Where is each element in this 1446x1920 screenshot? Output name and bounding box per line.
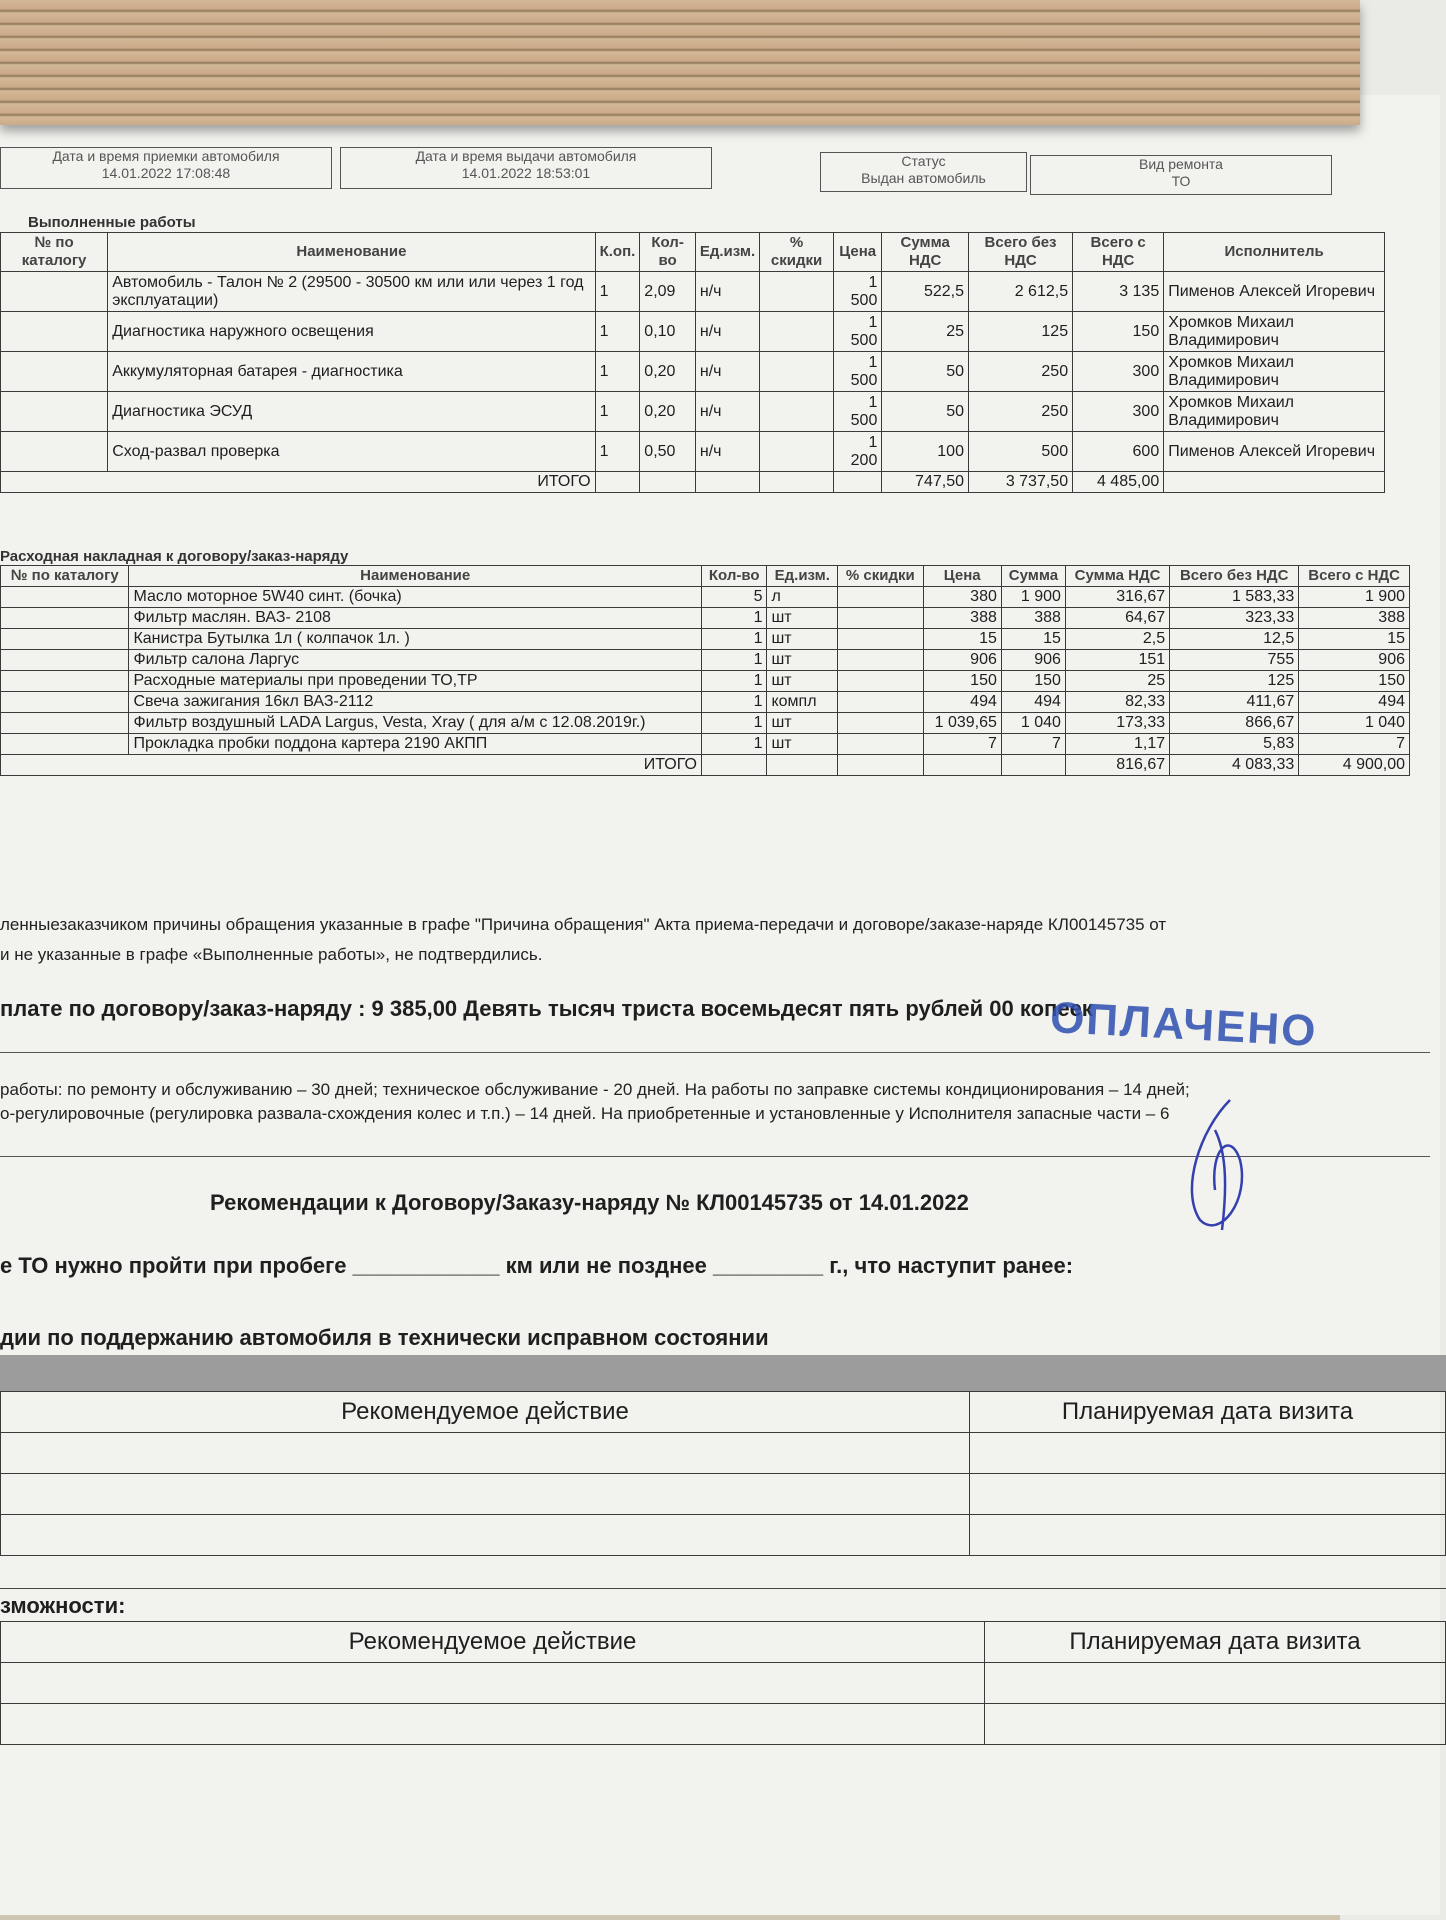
table-cell: 50	[882, 352, 969, 392]
table-cell: Хромков Михаил Владимирович	[1164, 392, 1385, 432]
table-cell	[1, 650, 129, 671]
table-cell	[838, 692, 924, 713]
total-label: ИТОГО	[1, 755, 702, 776]
table-cell: 906	[1001, 650, 1065, 671]
column-header: Кол-во	[640, 233, 696, 272]
total-net: 3 737,50	[968, 472, 1072, 493]
table-cell	[1, 392, 108, 432]
table-cell	[701, 755, 767, 776]
overlapping-papers	[0, 0, 1360, 125]
table-cell: 1 500	[834, 312, 882, 352]
table-row	[1, 352, 1385, 392]
table-cell: 2 612,5	[968, 272, 1072, 312]
table-cell	[838, 608, 924, 629]
table-cell: 151	[1065, 650, 1169, 671]
table-cell: н/ч	[695, 352, 759, 392]
warranty-line-1: работы: по ремонту и обслуживанию – 30 дней; техническое обслуживание - 20 дней. На работы по заправке системы кондиционирования – 14 дней;	[0, 1080, 1190, 1099]
table-cell: Фильтр салона Ларгус	[129, 650, 702, 671]
column-header: % скидки	[838, 566, 924, 587]
table-cell	[760, 392, 834, 432]
table-cell: 1	[595, 272, 640, 312]
table-cell: 64,67	[1065, 608, 1169, 629]
table-cell: Пименов Алексей Игоревич	[1164, 432, 1385, 472]
table-cell: 82,33	[1065, 692, 1169, 713]
table-cell	[1, 432, 108, 472]
column-header: Кол-во	[701, 566, 767, 587]
table-cell: 2,5	[1065, 629, 1169, 650]
table-cell: 150	[923, 671, 1001, 692]
table-cell	[760, 472, 834, 493]
table-cell: Фильтр воздушный LADA Largus, Vesta, Xray ( для а/м с 12.08.2019г.)	[129, 713, 702, 734]
table-cell	[760, 312, 834, 352]
table-cell: 15	[923, 629, 1001, 650]
status-label: Статус	[901, 153, 946, 169]
warranty-line-2: о-регулировочные (регулировка развала-схождения колес и т.п.) – 14 дней. На приобретенные и установленные у Исполнителя запасные части – 6	[0, 1104, 1170, 1123]
table-row	[1, 272, 1385, 312]
table-cell: Масло моторное 5W40 синт. (бочка)	[129, 587, 702, 608]
column-header: Всего без НДС	[968, 233, 1072, 272]
accept-datetime-box	[0, 147, 332, 189]
column-header: Наименование	[108, 233, 595, 272]
table-cell: 1 900	[1001, 587, 1065, 608]
table-cell: 522,5	[882, 272, 969, 312]
table-cell: 380	[923, 587, 1001, 608]
table-cell	[985, 1663, 1446, 1704]
column-header: % скидки	[760, 233, 834, 272]
table-cell: 250	[968, 352, 1072, 392]
table-cell: 1	[701, 629, 767, 650]
table-cell: 388	[923, 608, 1001, 629]
col-action: Рекомендуемое действие	[1, 1622, 985, 1663]
table-cell: Автомобиль - Талон № 2 (29500 - 30500 км или или через 1 год эксплуатации)	[108, 272, 595, 312]
table-cell: 1 500	[834, 352, 882, 392]
table-row	[1, 671, 1410, 692]
works-table	[0, 232, 1385, 493]
table-cell: 1 040	[1299, 713, 1410, 734]
total-row	[1, 472, 1385, 493]
col-date: Планируемая дата визита	[970, 1392, 1446, 1433]
table-header-bar	[0, 1355, 1446, 1391]
parts-table	[0, 565, 1410, 776]
table-cell: 1 900	[1299, 587, 1410, 608]
column-header: Сумма НДС	[1065, 566, 1169, 587]
table-cell	[1, 1704, 985, 1745]
maintenance-heading: дии по поддержанию автомобиля в технически исправном состоянии	[0, 1325, 769, 1350]
table-cell	[970, 1474, 1446, 1515]
table-cell	[834, 472, 882, 493]
repair-type-label: Вид ремонта	[1139, 156, 1223, 172]
table-cell	[838, 671, 924, 692]
payment-total: плате по договору/заказ-наряду : 9 385,00 Девять тысяч триста восемьдесят пять рублей 00 копеек	[0, 996, 1093, 1021]
table-cell: 1	[595, 392, 640, 432]
table-cell	[838, 629, 924, 650]
table-cell: Хромков Михаил Владимирович	[1164, 352, 1385, 392]
reasons-line-1: ленныезаказчиком причины обращения указанные в графе "Причина обращения" Акта приема-передачи и договоре/заказе-наряде КЛ00145735 от	[0, 915, 1167, 934]
table-cell	[970, 1515, 1446, 1556]
status-box	[820, 152, 1027, 192]
table-cell: 5,83	[1170, 734, 1299, 755]
parts-title: Расходная накладная к договору/заказ-наряду	[0, 548, 349, 565]
table-cell: н/ч	[695, 432, 759, 472]
table-cell: н/ч	[695, 272, 759, 312]
table-cell	[1, 629, 129, 650]
table-cell: шт	[767, 734, 838, 755]
issue-label: Дата и время выдачи автомобиля	[415, 148, 637, 164]
table-cell: 1	[701, 608, 767, 629]
col-action: Рекомендуемое действие	[1, 1392, 970, 1433]
total-row	[1, 755, 1410, 776]
table-cell: Диагностика наружного освещения	[108, 312, 595, 352]
table-cell: 1	[595, 432, 640, 472]
table-cell	[838, 587, 924, 608]
table-cell: шт	[767, 671, 838, 692]
table-cell	[1, 671, 129, 692]
table-cell: 1 200	[834, 432, 882, 472]
table-cell	[1, 272, 108, 312]
possibilities-table	[0, 1621, 1446, 1745]
column-header: Исполнитель	[1164, 233, 1385, 272]
issue-value: 14.01.2022 18:53:01	[461, 165, 591, 181]
works-title: Выполненные работы	[28, 214, 196, 231]
table-cell	[970, 1433, 1446, 1474]
table-cell: 3 135	[1073, 272, 1164, 312]
table-cell	[1001, 755, 1065, 776]
column-header: Всего с НДС	[1073, 233, 1164, 272]
paid-stamp: ОПЛАЧЕНО	[1048, 993, 1319, 1056]
table-cell: 1	[701, 650, 767, 671]
table-cell	[767, 755, 838, 776]
table-cell	[640, 472, 696, 493]
column-header: Всего с НДС	[1299, 566, 1410, 587]
table-row	[1, 392, 1385, 432]
table-cell: 1 500	[834, 272, 882, 312]
table-cell	[838, 755, 924, 776]
issue-datetime-box	[340, 147, 712, 189]
table-cell	[838, 650, 924, 671]
table-cell: н/ч	[695, 392, 759, 432]
table-cell: 1 500	[834, 392, 882, 432]
possibilities-heading: зможности:	[0, 1593, 126, 1618]
column-header: Ед.изм.	[695, 233, 759, 272]
table-cell: 150	[1299, 671, 1410, 692]
total-vat: 816,67	[1065, 755, 1169, 776]
table-cell	[760, 272, 834, 312]
divider	[0, 1588, 1446, 1589]
table-cell	[1, 1515, 970, 1556]
table-cell: 1	[701, 671, 767, 692]
table-cell: Прокладка пробки поддона картера 2190 АКПП	[129, 734, 702, 755]
table-row	[1, 432, 1385, 472]
total-label: ИТОГО	[1, 472, 596, 493]
table-cell: Расходные материалы при проведении ТО,ТР	[129, 671, 702, 692]
table-cell: 500	[968, 432, 1072, 472]
table-cell	[1, 1474, 970, 1515]
table-cell: 1	[595, 352, 640, 392]
column-header: Сумма НДС	[882, 233, 969, 272]
table-cell: 5	[701, 587, 767, 608]
table-cell: 150	[1001, 671, 1065, 692]
table-cell: Свеча зажигания 16кл ВАЗ-2112	[129, 692, 702, 713]
table-cell: 150	[1073, 312, 1164, 352]
table-cell	[1164, 472, 1385, 493]
table-cell: 125	[1170, 671, 1299, 692]
table-row	[1, 587, 1410, 608]
table-cell: 411,67	[1170, 692, 1299, 713]
table-cell: 1	[701, 692, 767, 713]
table-cell: 906	[923, 650, 1001, 671]
table-cell: 25	[1065, 671, 1169, 692]
table-cell: 1,17	[1065, 734, 1169, 755]
table-cell	[923, 755, 1001, 776]
table-cell: Пименов Алексей Игоревич	[1164, 272, 1385, 312]
accept-value: 14.01.2022 17:08:48	[101, 165, 231, 181]
total-gross: 4 485,00	[1073, 472, 1164, 493]
table-cell: 12,5	[1170, 629, 1299, 650]
table-cell: л	[767, 587, 838, 608]
table-cell	[985, 1704, 1446, 1745]
table-cell: Фильтр маслян. ВАЗ- 2108	[129, 608, 702, 629]
table-cell: 300	[1073, 392, 1164, 432]
table-cell	[1, 692, 129, 713]
table-cell: 15	[1001, 629, 1065, 650]
table-cell: 316,67	[1065, 587, 1169, 608]
table-cell	[1, 1433, 970, 1474]
table-cell	[838, 713, 924, 734]
table-cell	[760, 352, 834, 392]
table-cell	[1, 587, 129, 608]
table-row	[1, 312, 1385, 352]
table-cell: 100	[882, 432, 969, 472]
table-cell: 50	[882, 392, 969, 432]
table-cell: 494	[1001, 692, 1065, 713]
table-cell: 755	[1170, 650, 1299, 671]
table-cell: шт	[767, 650, 838, 671]
column-header: Ед.изм.	[767, 566, 838, 587]
table-cell: шт	[767, 629, 838, 650]
table-cell: н/ч	[695, 312, 759, 352]
status-value: Выдан автомобиль	[861, 170, 986, 186]
table-cell: 1 583,33	[1170, 587, 1299, 608]
column-header: К.оп.	[595, 233, 640, 272]
table-cell: 25	[882, 312, 969, 352]
table-cell: 323,33	[1170, 608, 1299, 629]
reasons-line-2: и не указанные в графе «Выполненные работы», не подтвердились.	[0, 945, 543, 964]
table-row	[1, 608, 1410, 629]
table-cell: 494	[1299, 692, 1410, 713]
column-header: Цена	[923, 566, 1001, 587]
table-cell	[1, 713, 129, 734]
col-date: Планируемая дата визита	[985, 1622, 1446, 1663]
table-cell: компл	[767, 692, 838, 713]
table-cell: Диагностика ЭСУД	[108, 392, 595, 432]
table-cell	[1, 352, 108, 392]
table-row	[1, 734, 1410, 755]
maintenance-table	[0, 1391, 1446, 1556]
table-cell: 0,10	[640, 312, 696, 352]
total-net: 4 083,33	[1170, 755, 1299, 776]
column-header: Наименование	[129, 566, 702, 587]
table-cell	[760, 432, 834, 472]
table-row	[1, 692, 1410, 713]
table-cell: 1 039,65	[923, 713, 1001, 734]
table-cell: 600	[1073, 432, 1164, 472]
table-cell: 300	[1073, 352, 1164, 392]
recommendations-title: Рекомендации к Договору/Заказу-наряду № КЛ00145735 от 14.01.2022	[210, 1190, 969, 1215]
column-header: Сумма	[1001, 566, 1065, 587]
column-header: Всего без НДС	[1170, 566, 1299, 587]
table-cell: 0,20	[640, 352, 696, 392]
accept-label: Дата и время приемки автомобиля	[52, 148, 280, 164]
table-cell: шт	[767, 713, 838, 734]
table-cell	[1, 608, 129, 629]
column-header: № по каталогу	[1, 566, 129, 587]
table-cell: 15	[1299, 629, 1410, 650]
signature	[1170, 1090, 1270, 1240]
table-cell: 1	[595, 312, 640, 352]
table-row	[1, 713, 1410, 734]
total-vat: 747,50	[882, 472, 969, 493]
table-cell: 7	[1001, 734, 1065, 755]
table-cell: шт	[767, 608, 838, 629]
table-cell	[695, 472, 759, 493]
table-row	[1, 629, 1410, 650]
table-cell: 906	[1299, 650, 1410, 671]
next-service-line: е ТО нужно пройти при пробеге ____________ км или не позднее _________ г., что наступит ранее:	[0, 1253, 1074, 1278]
table-cell	[1, 734, 129, 755]
table-cell: 125	[968, 312, 1072, 352]
table-cell: 494	[923, 692, 1001, 713]
repair-type-value: ТО	[1171, 173, 1191, 189]
table-cell: 250	[968, 392, 1072, 432]
table-cell: Канистра Бутылка 1л ( колпачок 1л. )	[129, 629, 702, 650]
table-cell: 7	[923, 734, 1001, 755]
total-gross: 4 900,00	[1299, 755, 1410, 776]
repair-type-box	[1030, 155, 1332, 195]
column-header: Цена	[834, 233, 882, 272]
table-cell	[1, 1663, 985, 1704]
table-cell: 0,50	[640, 432, 696, 472]
table-cell: 7	[1299, 734, 1410, 755]
table-cell: Хромков Михаил Владимирович	[1164, 312, 1385, 352]
table-cell: Сход-развал проверка	[108, 432, 595, 472]
table-cell: 173,33	[1065, 713, 1169, 734]
table-cell: 388	[1299, 608, 1410, 629]
table-cell: 1 040	[1001, 713, 1065, 734]
table-cell: 0,20	[640, 392, 696, 432]
table-cell: 866,67	[1170, 713, 1299, 734]
table-cell	[1, 312, 108, 352]
column-header: № по каталогу	[1, 233, 108, 272]
table-cell: Аккумуляторная батарея - диагностика	[108, 352, 595, 392]
table-cell: 2,09	[640, 272, 696, 312]
table-row	[1, 650, 1410, 671]
table-cell: 388	[1001, 608, 1065, 629]
table-cell: 1	[701, 734, 767, 755]
table-cell	[595, 472, 640, 493]
table-cell	[838, 734, 924, 755]
table-cell: 1	[701, 713, 767, 734]
divider	[0, 1052, 1430, 1053]
